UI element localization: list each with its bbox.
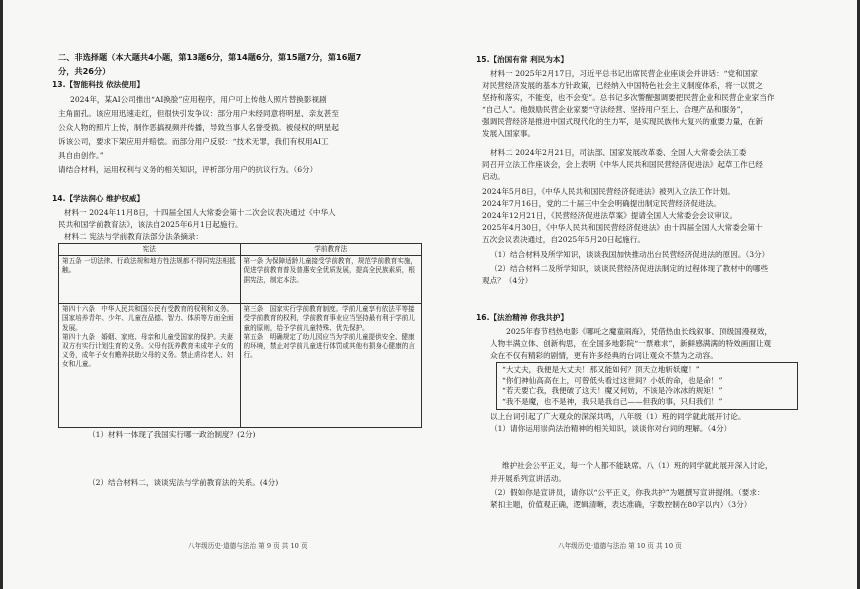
q13-title: 13.【智能科技 依法使用】 xyxy=(52,80,145,89)
q15-material2-line: 材料二 2024年2月21日，司法部、国家发展改革委、全国人大常委会法工委 xyxy=(490,148,747,157)
q15-timeline-item: 2025年4月30日，《中华人民共和国民营经济促进法》由十四届全国人大常委会第十 xyxy=(482,223,763,232)
q16-subquestion-2-line2: 紧扣主题，价值观正确，逻辑清晰，表达准确，字数控制在80字以内）（3分） xyxy=(490,500,752,509)
q15-material1-line: 材料一 2025年2月17日，习近平总书记出席民营企业座谈会并讲话：“党和国家 xyxy=(490,69,758,78)
q16-title: 16.【法治精神 你我共护】 xyxy=(476,313,569,322)
movie-quotes-box xyxy=(496,362,798,410)
movie-quote: “你们神仙高高在上，可曾低头看过这世间？小妖的命，也是命！” xyxy=(502,375,723,385)
q13-line: 2024年，某AI公司推出“AI换脸”应用程序，用户可上传他人照片替换影视剧 xyxy=(70,95,327,104)
movie-quote: “我不是魔，也不是神，我只是我自己——但我的事，只归我们！” xyxy=(502,396,723,406)
q14-material1-line2: 民共和国学前教育法》，该法自2025年6月1日起施行。 xyxy=(58,220,243,229)
q15-material1-line: 强调民营经济是推进中国式现代化的生力军，是实现民族伟大复兴的重要力量，在新 xyxy=(482,117,763,126)
q15-material2-line: 同召开立法工作座谈会，会上表明《中华人民共和国民营经济促进法》起草工作已经 xyxy=(482,160,763,169)
q13-line: 具自由创作。” xyxy=(58,151,104,160)
q15-subquestion-2-line1: （2）结合材料二及所学知识，谈谈民营经济促进法制定的过程体现了教材中的哪些 xyxy=(490,264,769,273)
q15-subquestion-1: （1）结合材料及所学知识，谈谈我国加快推动出台民营经济促进法的原因。（3分） xyxy=(490,250,770,259)
q15-material1-line: 发展入国家事。 xyxy=(482,129,536,138)
table-cell: 第一条 为保障适龄儿童接受学前教育，规范学前教育实施，促进学前教育普及普惠安全优质发展，提高全民族素质，根据宪法，制定本法。 xyxy=(240,256,422,304)
table-cell: 第五条 一切法律、行政法规和地方性法规都不得同宪法相抵触。 xyxy=(59,256,241,304)
law-excerpt-table xyxy=(58,243,422,428)
q16-intro-line: 2025年春节档热电影《哪吒之魔童闹海》，凭借热血长线叙事、顶级国漫视效， xyxy=(506,327,773,336)
q15-material1-line: 坚持和落实，不能变，也不会变”。总书记多次警醒强调要把民营企业和民营企业家当作 xyxy=(482,93,775,102)
q15-timeline-item: 五次会议表决通过，自2025年5月20日起施行。 xyxy=(482,235,645,244)
q14-title: 14.【学法润心 维护权威】 xyxy=(52,194,145,203)
section-header-line2: 分，共26分） xyxy=(58,66,111,76)
scan-edge-left xyxy=(0,0,3,589)
q15-timeline-item: 2024年7月16日，党的二十届三中全会明确提出制定民营经济促进法。 xyxy=(482,199,721,208)
table-header-preschool-law: 学前教育法 xyxy=(240,244,422,256)
q14-material1-line1: 材料一 2024年11月8日，十四届全国人大常委会第十二次会议表决通过《中华人 xyxy=(64,208,336,217)
q15-subquestion-2-line2: 观点？（4分） xyxy=(482,276,533,285)
q15-material1-line: “自己人”。他鼓励民营企业家要“守法经营、坚持用户至上、合理产品和服务”， xyxy=(482,105,749,114)
q16-continuation-line1: 维护社会公平正义，每一个人都不能缺席。八（1）班的同学就此展开深入讨论， xyxy=(502,461,773,470)
page-footer-left: 八年级历史·道德与法治 第 9 页 共 10 页 xyxy=(188,542,308,550)
q13-line: 主角面孔。该应用迅速走红，但很快引发争议：部分用户未经同意将明星、亲友甚至 xyxy=(58,109,339,118)
q15-title: 15.【治国有常 利民为本】 xyxy=(476,55,569,64)
q16-continuation-line2: 并开展系列宣讲活动。 xyxy=(490,474,566,483)
movie-quote: “大丈夫，我便是大丈夫！那又能如何？顶天立地斩妖魔！” xyxy=(502,365,700,374)
q16-subquestion-1: （1）请你运用崇尚法治精神的相关知识，谈谈你对台词的理解。（4分） xyxy=(490,424,732,433)
q16-intro-line: 人物丰满立体、创新构思，在全国多地影院“一票难求”，新鲜感满满的特效画面让观 xyxy=(490,339,772,348)
q13-line: 公众人物的照片上传，制作恶搞视频并传播，导致当事人名誉受损。被侵权的明星起 xyxy=(58,123,339,132)
q16-intro-line: 众在不仅有精彩的剧情，更有许多经典的台词让观众不禁为之动容。 xyxy=(490,351,718,360)
page-9 xyxy=(48,0,420,589)
table-header-constitution: 宪法 xyxy=(59,244,241,256)
q13-task: 请结合材料，运用权利与义务的相关知识，评析部分用户的抗议行为。（6分） xyxy=(58,165,318,174)
q15-material2-line: 启动。 xyxy=(482,172,505,181)
page-footer-right: 八年级历史·道德与法治 第 10 页 共 10 页 xyxy=(558,542,682,550)
q14-subquestion-1: （1）材料一体现了我国实行哪一政治制度？(2分) xyxy=(88,430,256,439)
page-10 xyxy=(476,0,806,589)
movie-quote: “若天要亡我，我便破了这天！魔又何妨，不该是冷冰冰的规矩！” xyxy=(502,386,723,396)
table-cell: 第四十六条 中华人民共和国公民有受教育的权利和义务。国家培养青年、少年、儿童在品德、智力、体质等方面全面发展。 第四十九条 婚姻、家庭、母亲和儿童受国家的保护。夫妻双方有实行计划生育的义务。父母有抚养教育未成年子女的义务，成年子女有赡养扶助父母的义务。禁止虐待老人、妇女和儿童。 xyxy=(59,304,241,428)
q13-line: 诉该公司，要求下架应用并赔偿。而部分用户反驳：“技术无罪，我们有权用AI工 xyxy=(58,137,329,146)
q16-subquestion-2-line1: （2）假如你是宣讲员，请你以“公平正义，你我共护”为题撰写宣讲提纲。（要求： xyxy=(490,488,765,497)
q15-timeline-item: 2024年5月8日，《中华人民共和国民营经济促进法》被列入立法工作计划。 xyxy=(482,187,735,196)
q16-after-quotes: 以上台词引起了广大观众的深深共鸣，八年级（1）班的同学就此展开讨论。 xyxy=(490,412,746,421)
section-header-line1: 二、非选择题（本大题共4小题，第13题6分，第14题6分，第15题7分，第16题7 xyxy=(58,52,362,62)
q15-timeline-item: 2024年12月21日，《民营经济促进法草案》提请全国人大常委会会议审议。 xyxy=(482,211,738,220)
q14-material2: 材料二 宪法与学前教育法部分法条摘录： xyxy=(64,232,204,241)
table-cell: 第三条 国家实行学前教育制度。学前儿童享有依法平等接受学前教育的权利，学前教育事业应当坚持最有利于学前儿童的原则，给予学前儿童特殊、优先保护。 第五条 明确规定了幼儿园应当为学前儿童提供安全、健康的环境，禁止对学前儿童进行体罚或其他有损身心健康的言行。 xyxy=(240,304,422,428)
q14-subquestion-2: （2）结合材料二，谈谈宪法与学前教育法的关系。(4分) xyxy=(88,478,279,487)
q15-material1-line: 对民营经济发展的基本方针政策，已经纳入中国特色社会主义制度体系，将一以贯之 xyxy=(482,81,763,90)
